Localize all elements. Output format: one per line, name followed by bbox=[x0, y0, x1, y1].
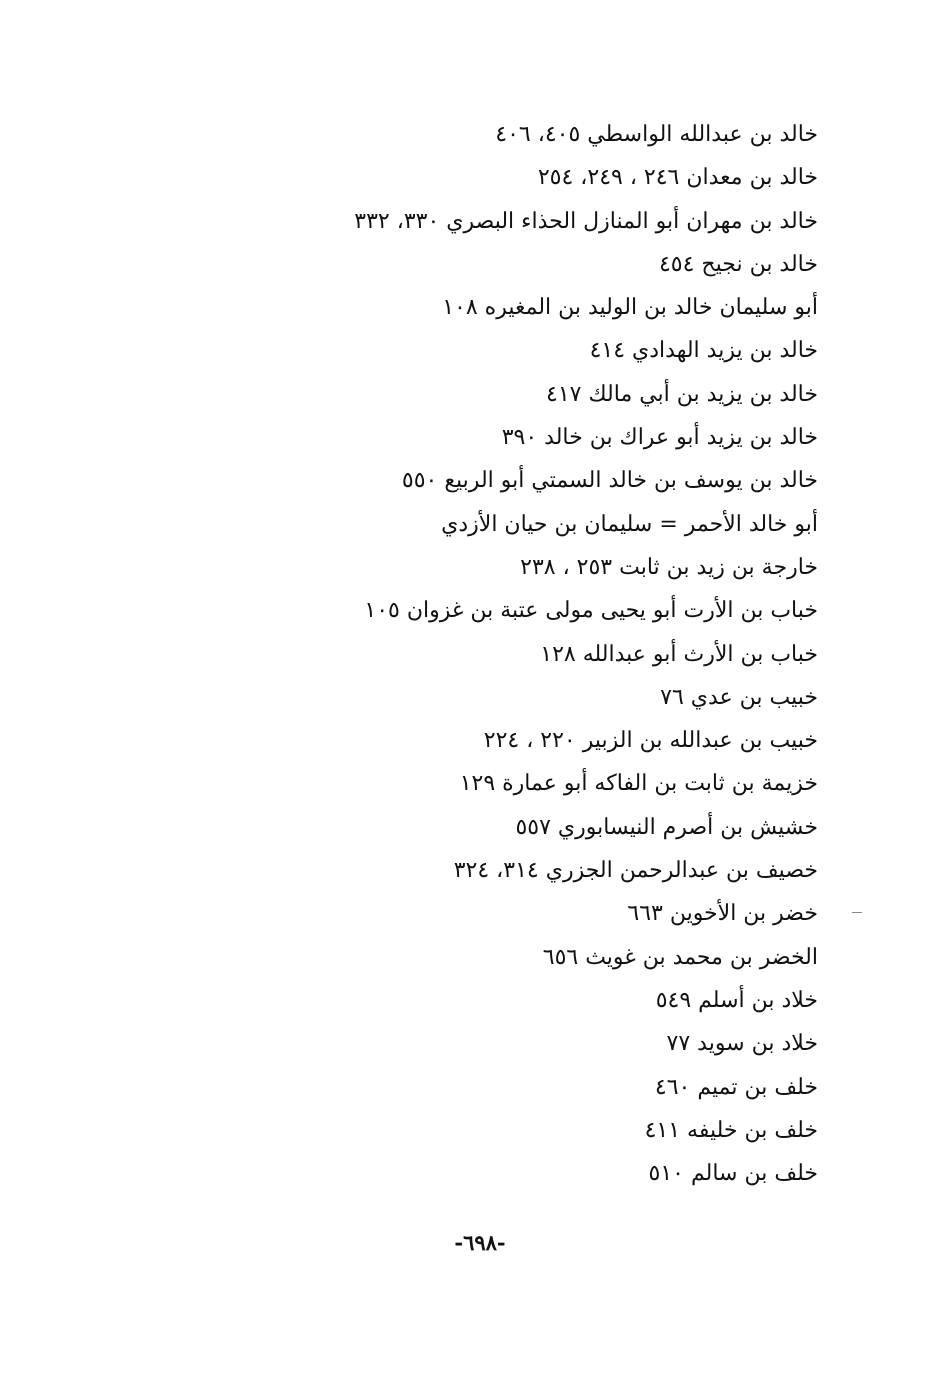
index-entry: خلاد بن أسلم ٥٤٩ bbox=[655, 987, 818, 1013]
index-entry: خبيب بن عبدالله بن الزبير ٢٢٠ ، ٢٢٤ bbox=[483, 728, 818, 754]
index-entry: خالد بن نجيح ٤٥٤ bbox=[658, 251, 818, 277]
index-entry: خالد بن يوسف بن خالد السمتي أبو الربيع ٥٥٠ bbox=[401, 468, 818, 494]
index-entry: خبيب بن عدي ٧٦ bbox=[660, 684, 818, 710]
index-entry: خباب بن الأرت أبو يحيى مولى عتبة بن غزوان ١٠٥ bbox=[364, 598, 818, 624]
page-number: -٦٩٨- bbox=[454, 1230, 506, 1255]
index-entry: الخضر بن محمد بن غويث ٦٥٦ bbox=[542, 944, 818, 970]
index-entry: خالد بن عبدالله الواسطي ٤٠٥، ٤٠٦ bbox=[495, 122, 818, 147]
index-entry: خلف بن خليفه ٤١١ bbox=[644, 1117, 818, 1143]
index-entry: خالد بن مهران أبو المنازل الحذاء البصري ٣٣٠، ٣٣٢ bbox=[354, 208, 818, 234]
index-entry: خلف بن سالم ٥١٠ bbox=[648, 1161, 818, 1187]
index-entry: خزيمة بن ثابت بن الفاكه أبو عمارة ١٢٩ bbox=[459, 771, 818, 797]
index-entry: خلف بن تميم ٤٦٠ bbox=[654, 1074, 818, 1100]
margin-mark bbox=[852, 912, 862, 913]
index-entry: خالد بن يزيد أبو عراك بن خالد ٣٩٠ bbox=[501, 425, 818, 451]
index-entry: خشيش بن أصرم النيسابوري ٥٥٧ bbox=[515, 814, 818, 840]
index-entry: خالد بن معدان ٢٤٦ ، ٢٤٩، ٢٥٤ bbox=[537, 165, 818, 191]
index-entry: أبو سليمان خالد بن الوليد بن المغيره ١٠٨ bbox=[442, 295, 818, 321]
index-entry: خصيف بن عبدالرحمن الجزري ٣١٤، ٣٢٤ bbox=[453, 858, 818, 884]
index-entry: خلاد بن سويد ٧٧ bbox=[666, 1031, 818, 1057]
index-entry: خالد بن يزيد الهدادي ٤١٤ bbox=[589, 338, 818, 364]
index-entry: خارجة بن زيد بن ثابت ٢٥٣ ، ٢٣٨ bbox=[520, 554, 818, 580]
index-entry: خضر بن الأخوين ٦٦٣ bbox=[627, 901, 818, 927]
index-entry: أبو خالد الأحمر = سليمان بن حيان الأزدي bbox=[441, 511, 818, 537]
index-entry: خباب بن الأرث أبو عبدالله ١٢٨ bbox=[540, 641, 818, 667]
index-entry: خالد بن يزيد بن أبي مالك ٤١٧ bbox=[546, 381, 818, 407]
name-index-list bbox=[258, 113, 818, 1195]
